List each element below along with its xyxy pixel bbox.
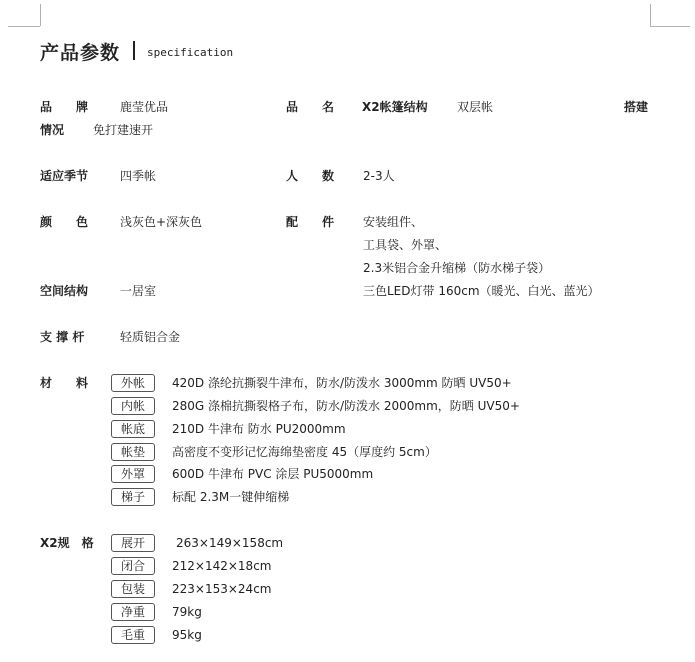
material-tag: 外帐 [111,374,155,392]
people-label: 人 数 [286,169,335,183]
accessories-line: 三色LED灯带 160cm（暖光、白光、蓝光） [363,284,600,298]
brand-label: 品 牌 [40,100,89,114]
spec-desc: 263×149×158cm [176,536,284,550]
spec-desc: 79kg [172,605,202,619]
spec-desc: 223×153×24cm [172,582,272,596]
accessories-line: 工具袋、外罩、 [363,238,448,252]
material-desc: 420D 涤纶抗撕裂牛津布，防水/防泼水 3000mm 防晒 UV50+ [172,376,512,390]
people-value: 2-3人 [363,169,395,183]
brand-value: 鹿莹优品 [120,100,169,114]
name-value-structure: X2帐篷结构 [362,100,428,114]
spec-desc: 212×142×18cm [172,559,272,573]
page-subtitle: specification [147,46,234,59]
color-value: 浅灰色+深灰色 [120,215,203,229]
color-label: 颜 色 [40,215,89,229]
crop-mark-right [650,4,651,26]
material-tag: 梯子 [111,488,155,506]
pole-label: 支 撑 杆 [40,330,85,344]
crop-mark-right-horizontal [650,26,690,27]
setup-label: 搭建 [624,100,649,114]
crop-mark-left [40,4,41,26]
material-tag: 帐垫 [111,443,155,461]
spec-tag: 展开 [111,534,155,552]
material-desc: 600D 牛津布 PVC 涂层 PU5000mm [172,467,374,481]
material-tag: 外罩 [111,465,155,483]
setup-label-cont: 情况 [40,123,65,137]
material-desc: 标配 2.3M一键伸缩梯 [172,490,290,504]
spec-tag: 净重 [111,603,155,621]
title-separator [133,41,135,60]
material-desc: 高密度不变形记忆海绵垫密度 45（厚度约 5cm） [172,445,437,459]
page-title: 产品参数 [40,42,121,64]
name-label: 品 名 [286,100,335,114]
materials-label: 材 料 [40,376,89,390]
accessories-line: 安装组件、 [363,215,424,229]
pole-value: 轻质铝合金 [120,330,181,344]
space-value: 一居室 [120,284,157,298]
space-label: 空间结构 [40,284,89,298]
setup-value: 免打建速开 [93,123,154,137]
accessories-line: 2.3米铝合金升缩梯（防水梯子袋） [363,261,551,275]
spec-desc: 95kg [172,628,202,642]
spec-tag: 包装 [111,580,155,598]
material-tag: 帐底 [111,420,155,438]
material-tag: 内帐 [111,397,155,415]
crop-mark-left-horizontal [8,26,40,27]
season-value: 四季帐 [120,169,157,183]
spec-tag: 闭合 [111,557,155,575]
season-label: 适应季节 [40,169,89,183]
material-desc: 280G 涤棉抗撕裂格子布，防水/防泼水 2000mm，防晒 UV50+ [172,399,520,413]
spec-tag: 毛重 [111,626,155,644]
material-desc: 210D 牛津布 防水 PU2000mm [172,422,346,436]
accessories-label: 配 件 [286,215,335,229]
name-value-layer: 双层帐 [457,100,494,114]
specs-label: X2规 格 [40,536,94,550]
